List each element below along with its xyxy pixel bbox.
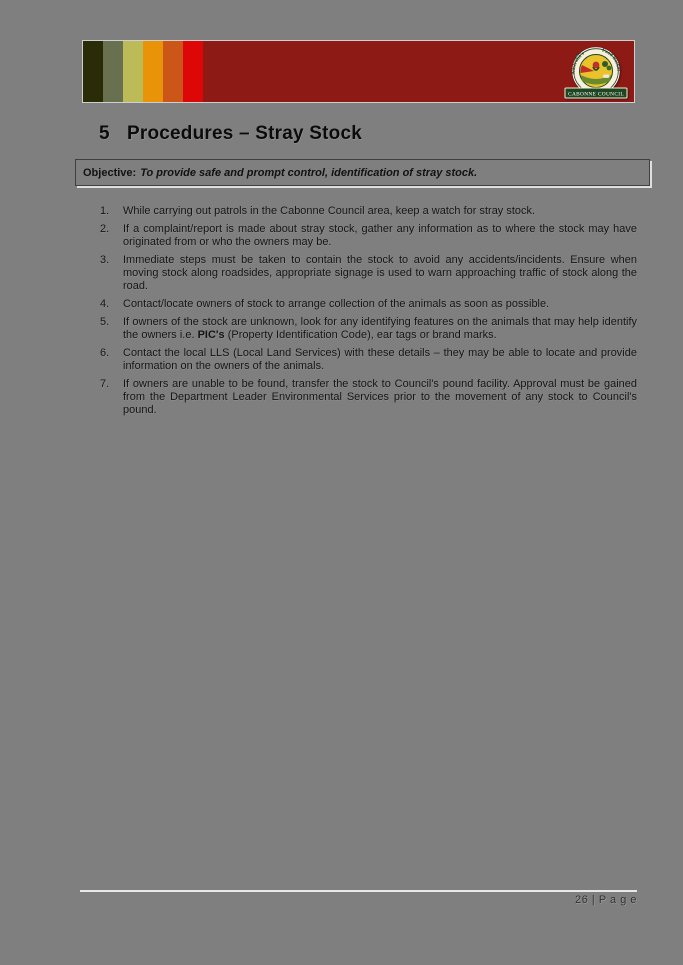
section-heading — [99, 123, 639, 145]
crest-livestock — [603, 75, 610, 78]
section-title: Procedures – Stray Stock — [127, 123, 363, 144]
list-item-text: If owners are unable to be found, transfer the stock to Council's pound facility. Approval must be gained from the Department Leader Environmental Services prior to the movement of any stock to Council's pound. — [123, 378, 637, 416]
footer-divider — [80, 890, 637, 892]
list-item — [100, 254, 637, 293]
header-color-bar-4 — [143, 41, 163, 102]
header-color-bar-3 — [123, 41, 143, 102]
objective-box — [75, 159, 650, 186]
list-item — [100, 205, 637, 218]
list-item-text: Immediate steps must be taken to contain the stock to avoid any accidents/incidents. Ensure when moving stock along roadsides, appropriate signage is used to warn approaching traffic of stock along the road. — [123, 254, 637, 292]
list-item-number: 6. — [100, 347, 110, 359]
list-item-text: If a complaint/report is made about stray stock, gather any information as to where the stock may have originated from or who the owners may be. — [123, 223, 637, 248]
list-item-text: If owners of the stock are unknown, look for any identifying features on the animals that may help identify the owners i.e. PIC's (Property Identification Code), ear tags or brand marks. — [123, 316, 637, 341]
objective-label: Objective: — [83, 166, 137, 179]
list-item — [100, 316, 637, 342]
list-item-text: Contact the local LLS (Local Land Services) with these details – they may be able to locate and provide information on the owners of the animals. — [123, 347, 637, 372]
objective-text: To provide safe and prompt control, identification of stray stock. — [140, 166, 478, 179]
section-number: 5 — [99, 123, 110, 144]
list-item-number: 7. — [100, 378, 110, 390]
header-color-bar-5 — [163, 41, 183, 102]
list-item-number: 1. — [100, 205, 110, 217]
crest-tree — [602, 61, 608, 67]
list-item-number: 2. — [100, 223, 110, 235]
header-color-bar-2 — [103, 41, 123, 102]
crest-ring-text-right: Food Basket — [601, 48, 621, 72]
list-item-text: While carrying out patrols in the Cabonne Council area, keep a watch for stray stock. — [123, 205, 536, 217]
list-item — [100, 298, 637, 311]
page-number: 26 | P a g e — [575, 894, 637, 906]
header-band — [82, 40, 635, 103]
list-item — [100, 223, 637, 249]
header-color-bar-1 — [83, 41, 103, 102]
list-item-text: Contact/locate owners of stock to arrange collection of the animals as soon as possible. — [123, 298, 550, 310]
header-color-bar-6 — [183, 41, 203, 102]
crest-banner-text: CABONNE COUNCIL — [568, 91, 624, 98]
cabonne-council-logo — [564, 44, 628, 100]
procedures-list — [100, 205, 637, 422]
council-crest-icon — [564, 44, 628, 100]
list-item-number: 3. — [100, 254, 110, 266]
list-item — [100, 347, 637, 373]
crest-ring-text-left: Australia's — [571, 51, 586, 75]
list-item-number: 4. — [100, 298, 110, 310]
header-color-bars — [83, 41, 203, 102]
list-item — [100, 378, 637, 417]
crest-tree2 — [607, 66, 612, 71]
list-item-number: 5. — [100, 316, 110, 328]
